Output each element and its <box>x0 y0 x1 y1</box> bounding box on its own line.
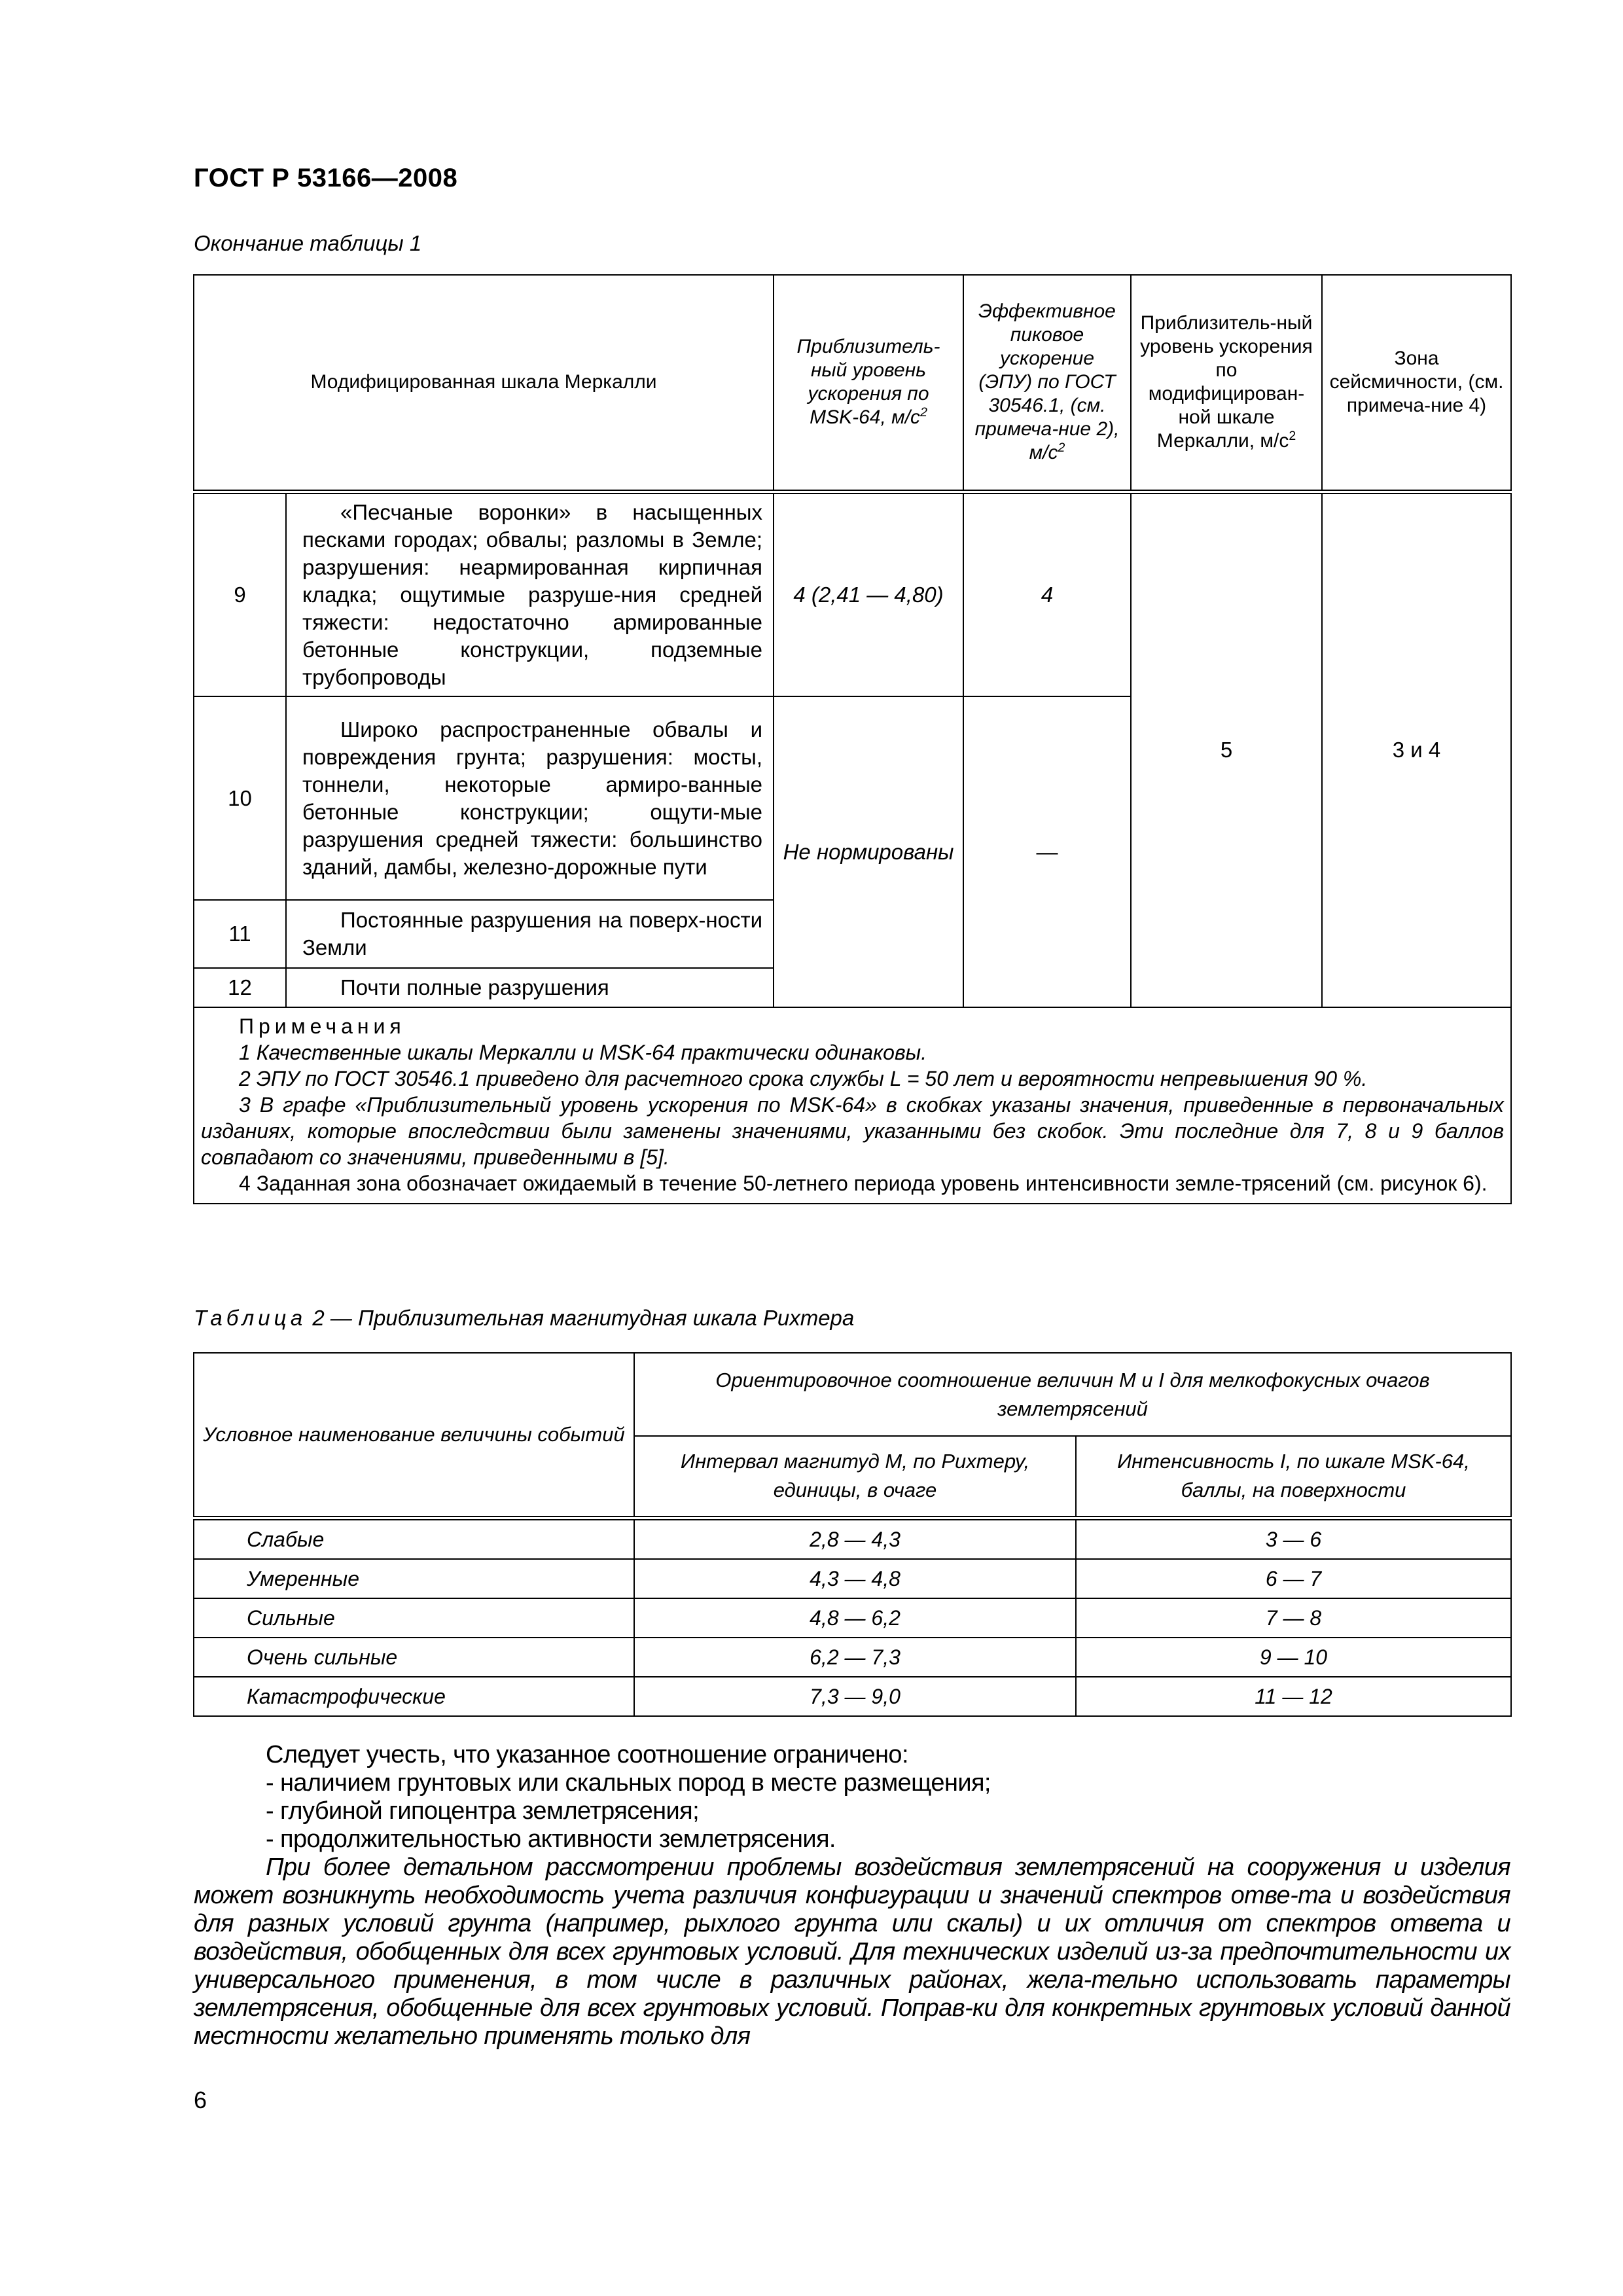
header-msk-acceleration <box>774 275 963 492</box>
intensity-range: 11 — 12 <box>1076 1677 1511 1716</box>
header-mi-relation: Ориентировочное соотношение величин M и I для мелкофокусных очагов землетрясений <box>634 1353 1511 1436</box>
seismic-zone-value: 3 и 4 <box>1322 492 1511 1007</box>
magnitude-range: 4,8 — 6,2 <box>634 1598 1076 1638</box>
header-epu-label: Эффективное пиковое ускорение (ЭПУ) по ГОСТ 30546.1, (см. примеча-ние 2), м/с <box>974 300 1120 464</box>
intensity-number: 11 <box>194 900 286 968</box>
epu-value: 4 <box>963 492 1131 696</box>
notes-heading: Примечания <box>239 1014 406 1038</box>
intensity-range: 7 — 8 <box>1076 1598 1511 1638</box>
body-paragraph: При более детальном рассмотрении проблемы воздействия землетрясений на сооружения и изделия может возникнуть необходимость учета различия конфигурации и значений спектров отве-та и воздействия для разных условий грунта (например, рыхлого грунта или скалы) и их отличия от спектров ответа и воздействия, обобщенных для всех грунтовых условий. Для технических изделий из-за предпочтительности их универсального применения, в том числе в различных районах, жела-тельно использовать параметры землетрясения, обобщенные для всех грунтовых условий. Поправ-ки для конкретных грунтовых условий данной местности желательно применять только для <box>194 1854 1510 2050</box>
table-row <box>194 492 1511 696</box>
body-intro: Следует учесть, что указанное соотношение ограничено: <box>266 1741 908 1768</box>
msk-acceleration-value: 4 (2,41 — 4,80) <box>774 492 963 696</box>
msk-acceleration-value: Не нормированы <box>774 696 963 1007</box>
header-mercalli-acceleration <box>1131 275 1322 492</box>
magnitude-range: 7,3 — 9,0 <box>634 1677 1076 1716</box>
header-magnitude-interval: Интервал магнитуд M, по Рихтеру, единицы, в очаге <box>634 1436 1076 1518</box>
mercalli-acceleration-value: 5 <box>1131 492 1322 1007</box>
superscript: 2 <box>920 405 927 420</box>
header-event-name: Условное наименование величины событий <box>194 1353 634 1518</box>
event-name: Умеренные <box>194 1559 634 1598</box>
table-row <box>194 1518 1511 1559</box>
table2-caption <box>194 1306 854 1331</box>
intensity-number: 12 <box>194 968 286 1007</box>
intensity-range: 9 — 10 <box>1076 1638 1511 1677</box>
body-list-item: - глубиной гипоцентра землетрясения; <box>266 1797 700 1825</box>
table1-continuation-caption: Окончание таблицы 1 <box>194 231 422 255</box>
note-item: 3 В графе «Приблизительный уровень ускорения по MSK-64» в скобках указаны значения, приведенные в первоначальных изданиях, которые впоследствии были заменены значениями, указанными без скобок. Эти последние для 7, 8 и 9 баллов совпадают со значениями, приведенными в [5]. <box>201 1093 1505 1169</box>
notes-row <box>194 1007 1511 1204</box>
intensity-description: Широко распространенные обвалы и повреждения грунта; разрушения: мосты, тоннели, некоторые армиро-ванные бетонные конструкции; ощути-мые разрушения средней тяжести: большинство зданий, дамбы, железно-дорожные пути <box>286 696 774 900</box>
event-name: Очень сильные <box>194 1638 634 1677</box>
note-item: 2 ЭПУ по ГОСТ 30546.1 приведено для расчетного срока службы L = 50 лет и вероятности непревышения 90 %. <box>239 1067 1368 1090</box>
intensity-range: 6 — 7 <box>1076 1559 1511 1598</box>
intensity-range: 3 — 6 <box>1076 1518 1511 1559</box>
header-mercalli-label: Модифицированная шкала Меркалли <box>310 371 657 393</box>
magnitude-range: 4,3 — 4,8 <box>634 1559 1076 1598</box>
header-effective-peak-acceleration <box>963 275 1131 492</box>
note-item: 1 Качественные шкалы Меркалли и MSK-64 практически одинаковы. <box>239 1041 927 1064</box>
header-seismic-zone-label: Зона сейсмичности, (см. примеча-ние 4) <box>1329 348 1504 417</box>
body-list-item: - продолжительностью активности землетрясения. <box>266 1825 836 1853</box>
header-mercalli-acceleration-label: Приблизитель-ный уровень ускорения по модифицирован-ной шкале Меркалли, м/с <box>1140 312 1313 452</box>
body-text <box>194 1741 1510 2051</box>
epu-value: — <box>963 696 1131 1007</box>
body-list-item: - наличием грунтовых или скальных пород в месте размещения; <box>266 1769 991 1797</box>
intensity-number: 10 <box>194 696 286 900</box>
intensity-description: «Песчаные воронки» в насыщенных песками городах; обвалы; разломы в Земле; разрушения: неармированная кирпичная кладка; ощутимые разруше-ния средней тяжести: недостаточно армированные бетонные конструкции, подземные трубопроводы <box>286 492 774 696</box>
header-msk-acceleration-label: Приблизитель-ный уровень ускорения по MSK-64, м/с <box>796 336 940 429</box>
event-name: Сильные <box>194 1598 634 1638</box>
table1-notes <box>194 1007 1511 1204</box>
header-mercalli-scale <box>194 275 774 492</box>
table-row <box>194 1638 1511 1677</box>
magnitude-range: 2,8 — 4,3 <box>634 1518 1076 1559</box>
table-row <box>194 1677 1511 1716</box>
document-title: ГОСТ Р 53166—2008 <box>194 164 458 192</box>
note-item: 4 Заданная зона обозначает ожидаемый в течение 50-летнего периода уровень интенсивности земле-трясений (см. рисунок 6). <box>239 1172 1488 1195</box>
superscript: 2 <box>1289 429 1296 444</box>
table-row <box>194 1559 1511 1598</box>
page-number: 6 <box>194 2087 207 2113</box>
table2-caption-title: 2 — Приблизительная магнитудная шкала Рихтера <box>306 1306 855 1330</box>
table2-caption-label: Таблица <box>194 1306 307 1330</box>
intensity-description: Почти полные разрушения <box>286 968 774 1007</box>
superscript: 2 <box>1058 440 1065 456</box>
header-intensity: Интенсивность I, по шкале MSK-64, баллы, на поверхности <box>1076 1436 1511 1518</box>
intensity-number: 9 <box>194 492 286 696</box>
intensity-description: Постоянные разрушения на поверх-ности Земли <box>286 900 774 968</box>
magnitude-range: 6,2 — 7,3 <box>634 1638 1076 1677</box>
event-name: Катастрофические <box>194 1677 634 1716</box>
table-row <box>194 1598 1511 1638</box>
header-seismic-zone <box>1322 275 1511 492</box>
table1-mercalli-scale <box>193 274 1512 1204</box>
event-name: Слабые <box>194 1518 634 1559</box>
table2-richter-scale <box>193 1352 1512 1717</box>
